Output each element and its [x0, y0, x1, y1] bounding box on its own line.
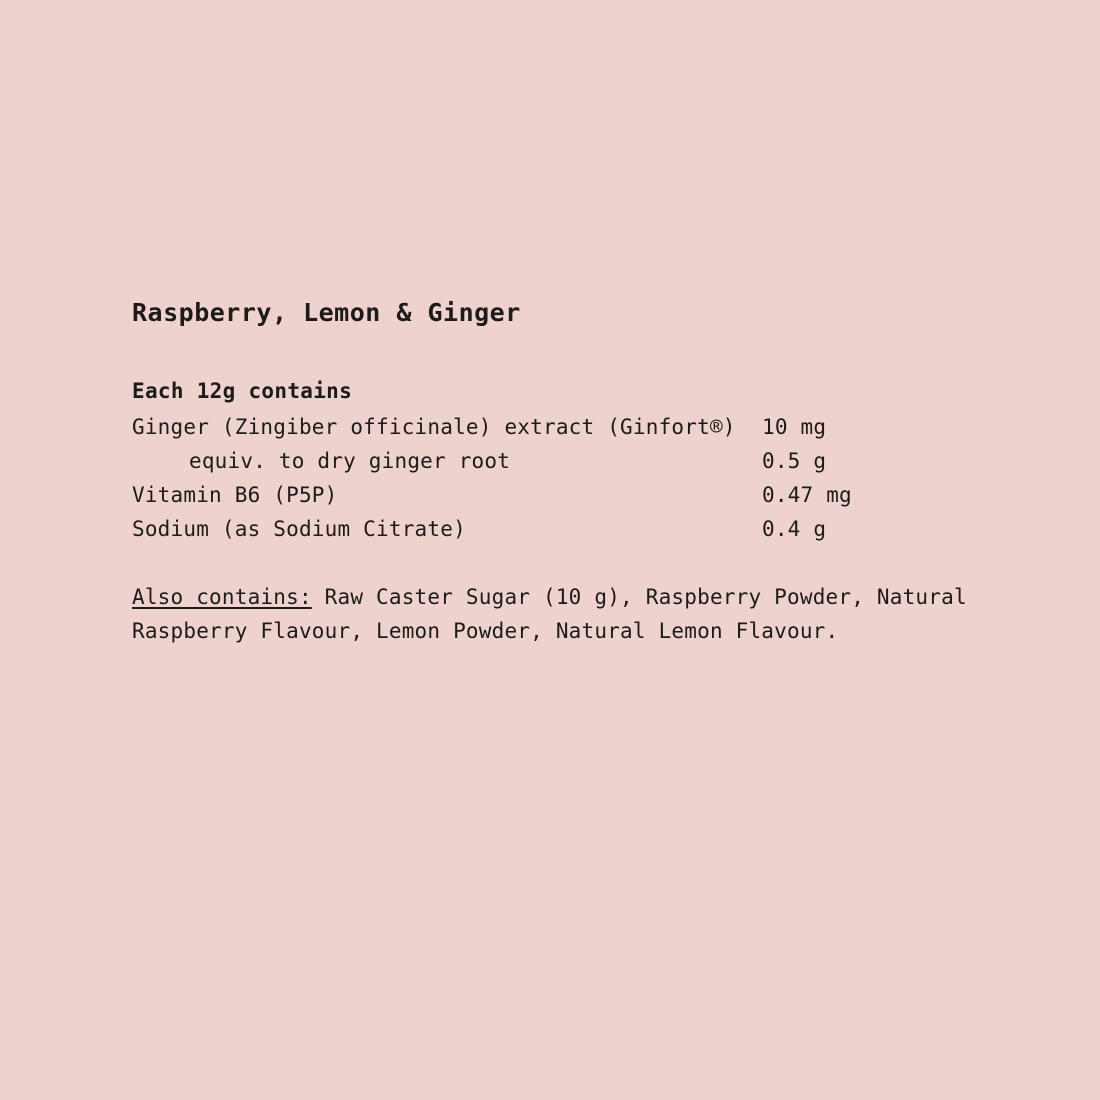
ingredient-label-panel [132, 296, 992, 669]
nutrient-amount: 0.47 mg [762, 483, 852, 507]
nutrient-name: Ginger (Zingiber officinale) extract (Ginfort®) [132, 415, 736, 439]
table-row [132, 478, 962, 512]
nutrient-name: equiv. to dry ginger root [189, 449, 511, 473]
serving-size-heading: Each 12g contains [132, 379, 353, 403]
nutrient-table [132, 410, 962, 546]
also-contains-text: Raw Caster Sugar (10 g), Raspberry Powder, Natural Raspberry Flavour, Lemon Powder, Natural Lemon Flavour. [132, 585, 967, 643]
nutrient-amount: 0.4 g [762, 517, 827, 541]
table-row [132, 512, 962, 546]
also-contains-paragraph [132, 580, 977, 648]
nutrient-name: Vitamin B6 (P5P) [132, 483, 338, 507]
table-row [132, 444, 962, 478]
table-row [132, 410, 962, 444]
nutrient-name: Sodium (as Sodium Citrate) [132, 517, 466, 541]
also-contains-label: Also contains: [132, 585, 312, 609]
nutrient-amount: 0.5 g [762, 449, 827, 473]
page-title: Raspberry, Lemon & Ginger [132, 298, 521, 327]
nutrient-amount: 10 mg [762, 415, 827, 439]
